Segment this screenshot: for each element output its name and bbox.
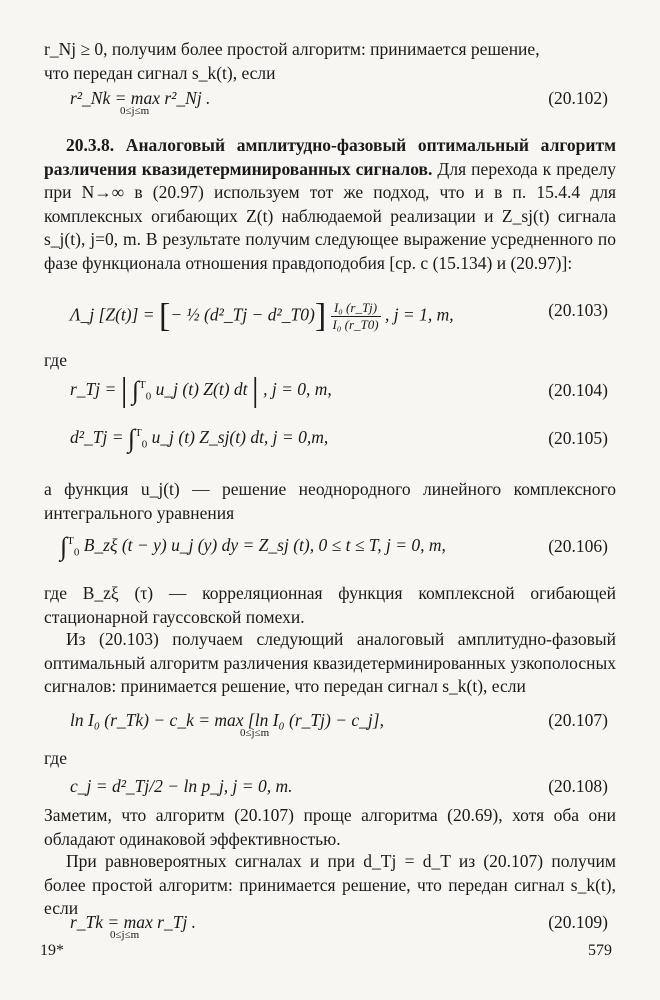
equation-number: (20.102) xyxy=(548,88,608,108)
equation-number: (20.108) xyxy=(548,776,608,796)
equation-20-103 xyxy=(44,297,616,350)
equation-108-expression: c_j = d²_Tj/2 − ln p_j, j = 0, m. xyxy=(70,776,293,796)
where-label: где xyxy=(44,350,67,370)
equation-20-104 xyxy=(44,372,616,420)
paragraph-function: а функция u_j(t) — решение неоднородного линейного комплексного интегрального уравнения xyxy=(44,479,616,523)
equation-102-subscript: 0≤j≤m xyxy=(120,105,150,117)
paragraph-equiprobable: При равновероятных сигналах и при d_Tj = d_T из (20.107) получим более простой алгоритм: принимается решение, что передан сигнал s_k(t), если xyxy=(44,851,616,918)
equation-106-expression: ∫$^T_0$ B_zξ (t − y) u_j (y) dy = Z_sj (t), 0 ≤ t ≤ T, j = 0, m, xyxy=(60,532,446,561)
paragraph-correlation: где B_zξ (τ) — корреляционная функция комплексной огибающей стационарной гауссовской помехи. xyxy=(44,583,616,627)
equation-number: (20.104) xyxy=(548,380,608,400)
equation-number: (20.105) xyxy=(548,428,608,448)
fraction-denominator: I₀ (r_T0) xyxy=(332,317,379,332)
equation-109-subscript: 0≤j≤m xyxy=(110,929,140,941)
paragraph-intro xyxy=(44,38,616,85)
paragraph-algorithm: Из (20.103) получаем следующий аналоговый амплитудно-фазовый оптимальный алгоритм различения квазидетерминированных узкополосных сигналов: принимается решение, что передан сигнал s_k(t), если xyxy=(44,629,616,696)
equation-number: (20.106) xyxy=(548,536,608,556)
where-label: где xyxy=(44,748,67,768)
equation-20-109 xyxy=(44,912,616,952)
intro-line-2: что передан сигнал s_k(t), если xyxy=(44,62,276,83)
equation-109-expression: r_Tk = max r_Tj . 0≤j≤m xyxy=(70,912,197,941)
equation-number: (20.103) xyxy=(548,300,608,320)
paragraph-remark: Заметим, что алгоритм (20.107) проще алгоритма (20.69), хотя оба они обладают одинаковой эффективностью. xyxy=(44,805,616,849)
equation-102-expression: r²_Nk = max r²_Nj . 0≤j≤m xyxy=(70,88,211,117)
equation-number: (20.107) xyxy=(548,710,608,730)
paragraph-section xyxy=(44,134,616,275)
footer-signature-mark: 19* xyxy=(40,942,64,959)
equation-103-expression: Λ_j [Z(t)] = [− ½ (d²_Tj − d²_T0)] $\frac{\text{I₀ (r\_Tj)}}{\text{I₀ (r\_T0)}}$ , j = 1, m, xyxy=(70,297,454,335)
equation-104-expression: r_Tj = | ∫$^T_0$ u_j (t) Z(t) dt | , j = 0, m, xyxy=(70,372,332,409)
equation-20-107 xyxy=(44,710,616,750)
section-heading: 20.3.8. Аналоговый амплитудно-фазовый оптимальный алгоритм различения квазидетерминированных сигналов. xyxy=(44,135,616,179)
section-text: Для перехода к пределу при N→∞ в (20.97) используем тот же подход, что и в п. 15.4.4 для комплексных огибающих Z(t) наблюдаемой реализации и Z_sj(t) сигнала s_j(t), j=0, m. В результате получим следующее выражение усредненного по фазе функционала отношения правдоподобия [ср. с (15.134) и (20.97)]: xyxy=(44,158,617,273)
equation-number: (20.109) xyxy=(548,912,608,932)
page-number: 579 xyxy=(588,942,612,959)
equation-20-106 xyxy=(44,532,616,576)
equation-107-expression: ln I₀ (r_Tk) − c_k = max [ln I₀ (r_Tj) − c_j], 0≤j≤m xyxy=(70,710,384,739)
intro-line-1: r_Nj ≥ 0, получим более простой алгоритм: принимается решение, xyxy=(44,39,540,59)
equation-107-subscript: 0≤j≤m xyxy=(240,727,270,739)
equation-20-102 xyxy=(44,88,616,128)
equation-105-expression: d²_Tj = ∫$^T_0$ u_j (t) Z_sj(t) dt, j = 0,m, xyxy=(70,424,329,453)
fraction-numerator: I₀ (r_Tj) xyxy=(331,300,381,317)
equation-20-105 xyxy=(44,424,616,468)
